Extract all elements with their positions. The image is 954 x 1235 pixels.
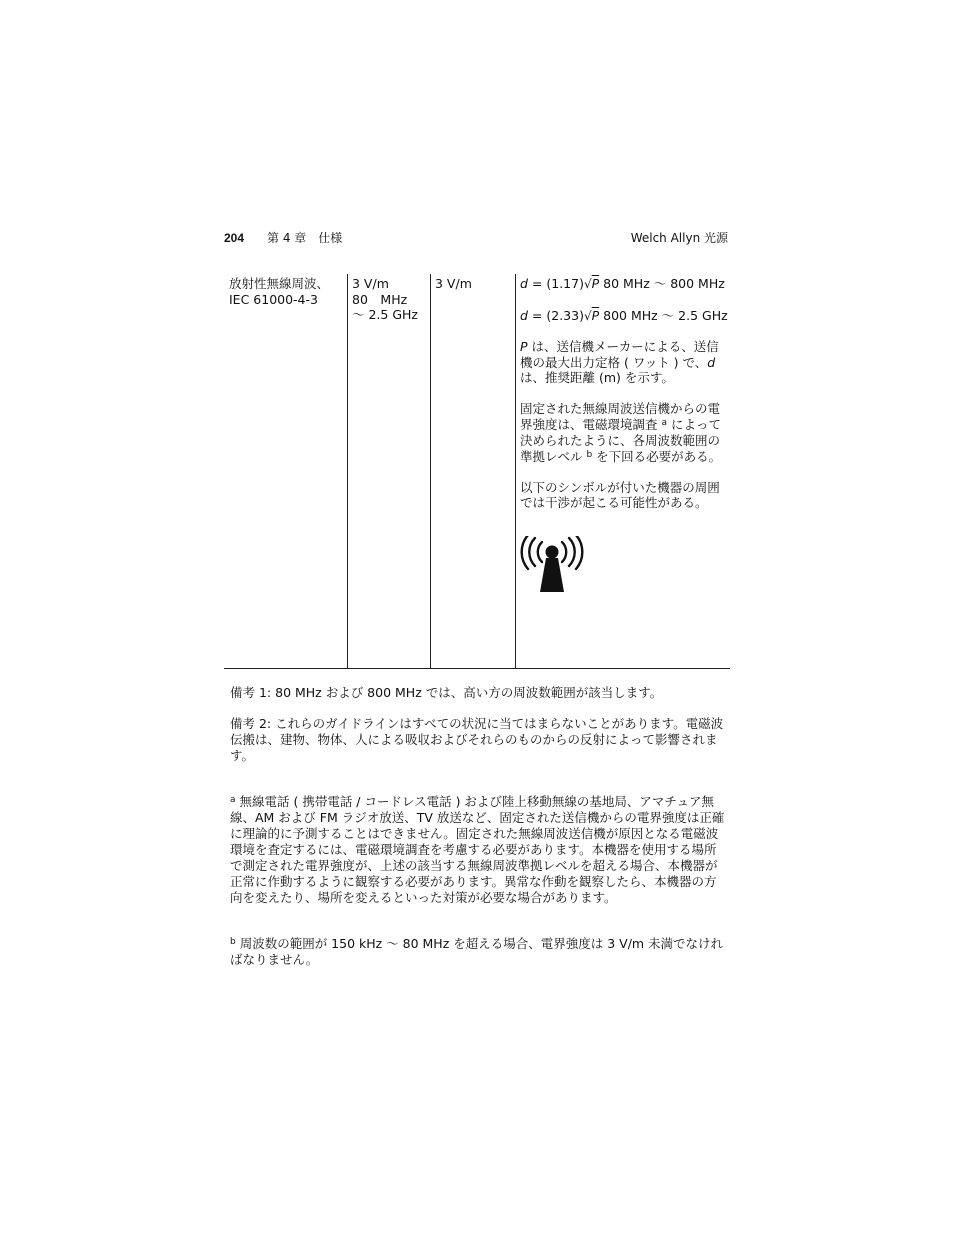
- brand-name: Welch Allyn 光源: [630, 231, 728, 245]
- compliance-level-cell: 3 V/m: [435, 276, 472, 291]
- chapter-title: 第 4 章 仕様: [267, 231, 343, 245]
- distance-formula-2: [520, 308, 728, 325]
- immunity-table: [224, 274, 730, 669]
- power-distance-explanation: [520, 339, 728, 386]
- column-divider: [347, 274, 348, 668]
- sqrt-variable-p: P: [591, 276, 600, 291]
- footnote-ref-b: b: [586, 450, 593, 460]
- footnote-b-text: 周波数の範囲が 150 kHz ～ 80 MHz を超える場合、電界強度は 3 V/m 未満でなければなりません。: [230, 936, 724, 967]
- footnote-mark-b: b: [230, 937, 236, 947]
- guidance-text: を下回る必要がある。: [592, 449, 722, 464]
- footnote-mark-a: a: [230, 795, 236, 805]
- guidance-text: によって決められたように、各周波数範囲の準拠レベル: [520, 417, 721, 464]
- distance-formula-1: [520, 276, 728, 293]
- test-level-cell: [352, 276, 428, 323]
- test-name-cell: 放射性無線周波、IEC 61000-4-3: [229, 276, 330, 307]
- formula-expression: = (1.17): [527, 276, 584, 291]
- test-level-range: 80 MHz ～ 2.5 GHz: [352, 291, 420, 322]
- formula-variable-d: d: [520, 276, 528, 291]
- page-number: 204: [224, 231, 245, 245]
- field-strength-guidance: [520, 401, 728, 465]
- footnote-a-text: 無線電話 ( 携帯電話 / コードレス電話 ) および陸上移動無線の基地局、アマチュア無線、AM および FM ラジオ放送、TV 放送など、固定された送信機からの電界強度は正確に理論的に予測することはできません。固定された無線周波送信機が原因となる電磁波環境を査定するには、電磁環境調査を考慮する必要があります。本機器を使用する場所で測定された電界強度が、上述の該当する無線周波準拠レベルを超える場合、本機器が正常に作動するように観察する必要があります。異常な作動を観察したら、本機器の方向を変えたり、場所を変えるといった対策が必要な場合があります。: [230, 794, 725, 905]
- explanation-text: は、推奨距離 (m) を示す。: [520, 370, 674, 385]
- column-divider: [430, 274, 431, 668]
- note-2: 備考 2: これらのガイドラインはすべての状況に当てはまらないことがあります。電磁波伝搬は、建物、物体、人による吸収およびそれらのものからの反射によって影響されます。: [230, 716, 724, 763]
- sqrt-variable-p: P: [591, 307, 600, 323]
- sqrt-symbol: √: [583, 277, 592, 291]
- formula-range: 80 MHz ～ 800 MHz: [599, 276, 725, 291]
- test-level-value: 3 V/m: [352, 276, 389, 291]
- formula-expression: = (2.33): [527, 307, 584, 323]
- variable-d: d: [707, 354, 716, 370]
- explanation-text: は、送信機メーカーによる、送信機の最大出力定格 ( ワット ) で、: [520, 339, 719, 370]
- footnote-b: [230, 934, 728, 968]
- sqrt-symbol: √: [583, 308, 592, 323]
- column-divider: [515, 274, 516, 668]
- footnote-ref-a: a: [661, 418, 667, 428]
- footnote-a: [230, 792, 728, 906]
- variable-p: P: [520, 339, 528, 354]
- interference-symbol-text: 以下のシンボルが付いた機器の周囲では干渉が起こる可能性がある。: [520, 479, 720, 510]
- non-ionizing-radiation-icon: [520, 536, 584, 598]
- guidance-cell: [520, 276, 728, 601]
- note-1: 備考 1: 80 MHz および 800 MHz では、高い方の周波数範囲が該当します。: [230, 685, 663, 700]
- formula-variable-d: d: [520, 307, 528, 323]
- guidance-text: 固定された無線周波送信機からの電界強度は、電磁環境調査: [520, 400, 721, 432]
- formula-range: 800 MHz ～ 2.5 GHz: [599, 307, 728, 323]
